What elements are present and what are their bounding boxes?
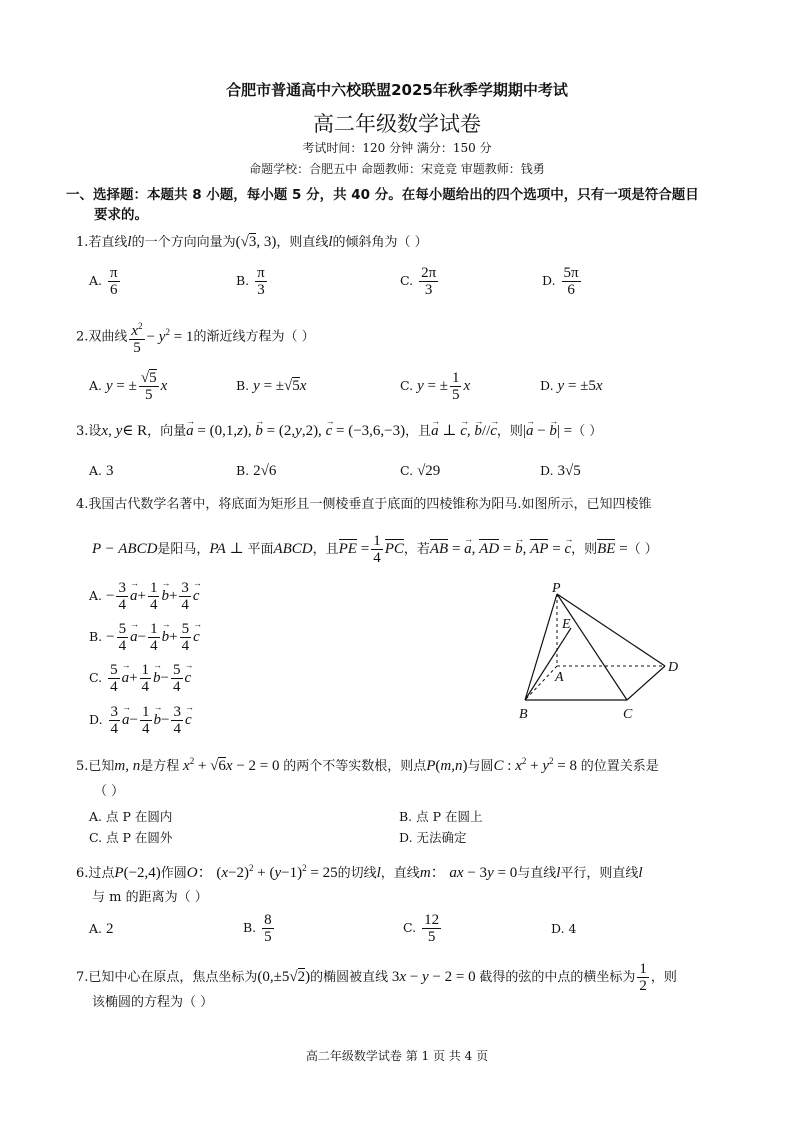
question-6-option-b[interactable]: B. $\frac{8}{5}$ — [243, 912, 272, 945]
question-4-line2: P − ABCD是阳马，PA ⊥ 平面ABCD，且PE = $\frac{1}{4}$ PC，若AB = → a, AD = → b, AP = → c，则BE =（ ） — [92, 533, 658, 566]
section-heading-line1: 一、选择题：本题共 8 小题，每小题 5 分，共 40 分。在每小题给出的四个选项中，只有一项是符合题目 — [66, 187, 699, 203]
label-d: D — [668, 660, 679, 675]
edge-pd — [557, 594, 665, 666]
question-2-option-c[interactable]: C. y = ± $\frac{1}{5}$ x — [400, 370, 471, 403]
page-footer: 高二年级数学试卷 第 1 页 共 4 页 — [305, 1049, 489, 1063]
question-7-stem: 7.已知中心在原点，焦点坐标为(0,±5√2)的椭圆被直线 3x − y − 2 = 0 截得的弦的中点的横坐标为 $\frac{1}{2}$ ，则 — [76, 961, 677, 994]
label-e: E — [562, 617, 571, 632]
question-3-option-b[interactable]: B. 2√6 — [236, 463, 277, 479]
edge-cd — [627, 666, 665, 700]
exam-authors: 命题学校：合肥五中 命题教师：宋竞竞 审题教师：钱勇 — [249, 162, 545, 176]
question-2-stem: 2.双曲线 $\frac{x^2}{5}$ − $y^2 = 1$的渐近线方程为（ ） — [76, 318, 315, 356]
edge-pb — [525, 594, 557, 700]
label-c: C — [623, 707, 633, 722]
question-5-option-a[interactable]: A. 点 P 在圆内 — [89, 809, 173, 824]
question-5-option-c[interactable]: C. 点 P 在圆外 — [89, 830, 173, 845]
question-3-option-c[interactable]: C. √29 — [400, 463, 441, 479]
question-2-option-a[interactable]: A. y = ± $\frac{√5}{5}$ x — [89, 370, 168, 403]
question-4-line1: 4.我国古代数学名著中，将底面为矩形且一侧棱垂直于底面的四棱锥称为阳马.如图所示，已知四棱锥 — [76, 497, 652, 512]
question-4-option-c[interactable]: C. $\frac{5}{4}$ → a+ $\frac{1}{4}$ → b− $\frac{5}{4}$ → c — [89, 662, 191, 695]
question-6-line2: 与 m 的距离为（ ） — [92, 890, 208, 905]
question-2-option-d[interactable]: D. y = ±5x — [540, 378, 603, 394]
question-5-option-b[interactable]: B. 点 P 在圆上 — [399, 809, 483, 824]
question-1-option-c[interactable]: C. $\frac{2\pi}{3}$ — [400, 265, 437, 298]
question-6-stem: 6.过点P(−2,4)作圆O： $(x-2)^2 + (y-1)^2 = 25$的切线l，直线m： ax − 3y = 0与直线l平行，则直线l — [76, 863, 643, 881]
segment-be — [525, 628, 571, 700]
question-6-option-c[interactable]: C. $\frac{12}{5}$ — [403, 912, 440, 945]
paper-title: 高二年级数学试卷 — [313, 112, 481, 136]
question-4-option-d[interactable]: D. $\frac{3}{4}$ → a− $\frac{1}{4}$ → b− $\frac{3}{4}$ → c — [89, 704, 192, 737]
question-5-paren: （ ） — [94, 784, 125, 799]
question-7-line2: 该椭圆的方程为（ ） — [92, 995, 214, 1010]
pyramid-figure — [505, 578, 695, 723]
question-1-option-b[interactable]: B. $\frac{\pi}{3}$ — [236, 265, 265, 298]
school-header: 合肥市普通高中六校联盟2025年秋季学期期中考试 — [226, 81, 568, 99]
question-5-stem: 5.已知m, n是方程 $x^2 + √6x - 2 = 0$ 的两个不等实数根，则点P(m,n)与圆C : $x^2 + y^2 = 8$ 的位置关系是 — [76, 756, 659, 774]
question-1-option-a[interactable]: A. $\frac{\pi}{6}$ — [89, 265, 118, 298]
edge-pc — [557, 594, 627, 700]
question-6-option-a[interactable]: A. 2 — [89, 921, 114, 937]
section-heading-line2: 要求的。 — [94, 207, 148, 223]
question-3-option-d[interactable]: D. 3√5 — [540, 463, 581, 479]
label-a: A — [555, 670, 564, 685]
question-4-option-a[interactable]: A. − $\frac{3}{4}$ → a+ $\frac{1}{4}$ → b+ $\frac{3}{4}$ → c — [89, 580, 200, 613]
question-3-stem: 3.设x, y∈ R，向量→ a = (0,1,z), → b = (2,y,2), → c = (−3,6,−3)，且→ a ⊥ → c, → b//→ c，则|→ a − → b| =（ ） — [76, 423, 602, 440]
label-b: B — [519, 707, 528, 722]
question-2-option-b[interactable]: B. y = ±√5x — [236, 378, 307, 394]
question-3-option-a[interactable]: A. 3 — [89, 463, 114, 479]
question-1-option-d[interactable]: D. $\frac{5\pi}{6}$ — [542, 265, 579, 298]
label-p: P — [552, 581, 561, 596]
question-6-option-d[interactable]: D. 4 — [551, 921, 577, 936]
question-5-option-d[interactable]: D. 无法确定 — [399, 830, 467, 845]
question-1-stem: 1.若直线l的一个方向向量为(√3, 3)，则直线l的倾斜角为（ ） — [76, 234, 428, 250]
exam-time-score: 考试时间：120 分钟 满分：150 分 — [302, 141, 492, 155]
question-4-option-b[interactable]: B. − $\frac{5}{4}$ → a− $\frac{1}{4}$ → b+ $\frac{5}{4}$ → c — [89, 621, 200, 654]
